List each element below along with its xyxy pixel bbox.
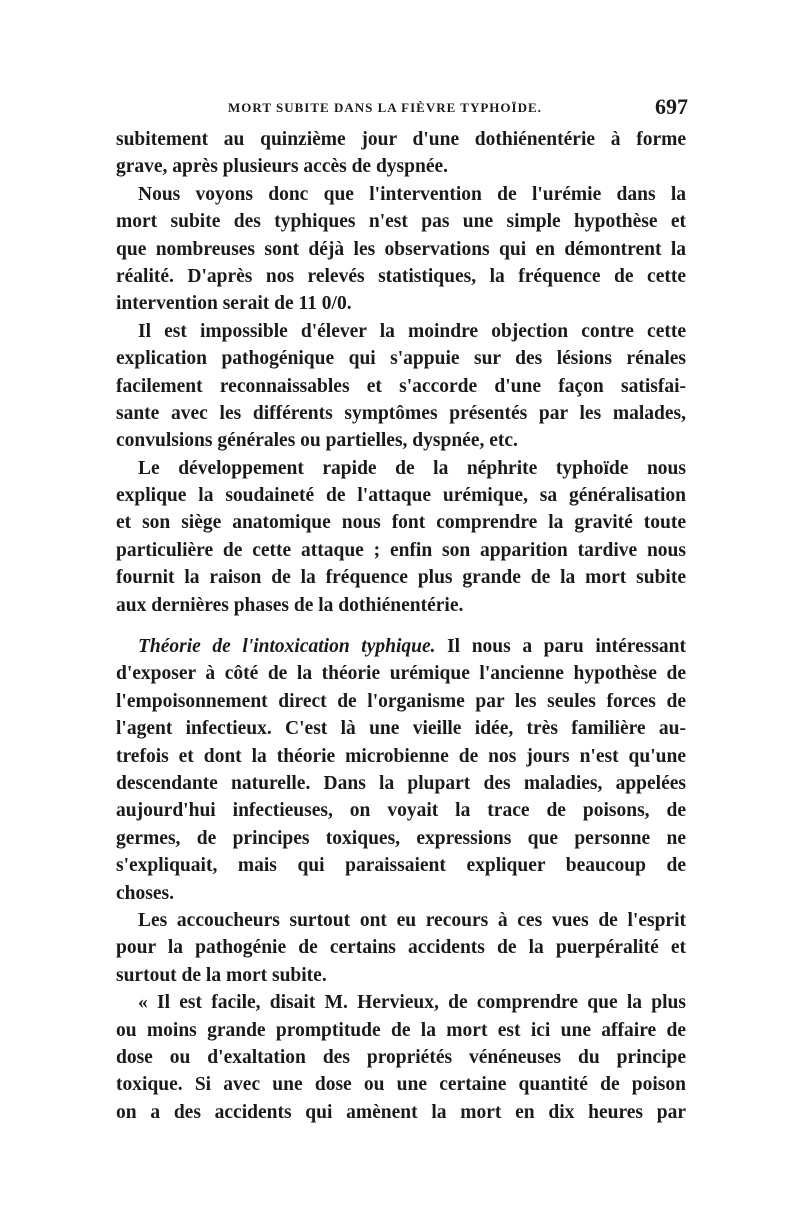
text-line: germes, de principes toxiques, expressions que personne ne <box>116 827 686 849</box>
text-line: d'exposer à côté de la théorie urémique l'ancienne hypothèse de <box>116 663 686 685</box>
paragraph <box>116 318 686 455</box>
page-number: 697 <box>655 94 688 119</box>
text-line: Les accoucheurs surtout ont eu recours à ces vues de l'esprit <box>138 909 686 931</box>
text-line: dose ou d'exaltation des propriétés vénéneuses du principe <box>116 1046 686 1068</box>
text-line: « Il est facile, disait M. Hervieux, de comprendre que la plus <box>138 992 686 1014</box>
text-line: explique la soudaineté de l'attaque urémique, sa généralisation <box>116 485 686 507</box>
text-line: mort subite des typhiques n'est pas une simple hypothèse et <box>116 211 686 233</box>
text-line: aujourd'hui infectieuses, on voyait la trace de poisons, de <box>116 800 686 822</box>
text-line: que nombreuses sont déjà les observations qui en démontrent la <box>116 238 686 260</box>
text-line: facilement reconnaissables et s'accorde d'une façon satisfai- <box>116 375 686 397</box>
text-line: ou moins grande promptitude de la mort est ici une affaire de <box>116 1019 686 1041</box>
text-line: Le développement rapide de la néphrite typhoïde nous <box>138 457 686 479</box>
text-line: et son siège anatomique nous font comprendre la gravité toute <box>116 512 686 534</box>
text-line: pour la pathogénie de certains accidents de la puerpéralité et <box>116 937 686 959</box>
text-line: descendante naturelle. Dans la plupart des maladies, appelées <box>116 772 686 794</box>
paragraph <box>116 989 686 1126</box>
text-fragment: Il nous a paru intéressant <box>435 636 686 658</box>
text-line: trefois et dont la théorie microbienne de nos jours n'est qu'une <box>116 745 686 767</box>
text-line: explication pathogénique qui s'appuie sur des lésions rénales <box>116 348 686 370</box>
text-line: grave, après plusieurs accès de dyspnée. <box>116 156 449 178</box>
text-line: l'agent infectieux. C'est là une vieille idée, très familière au- <box>116 718 686 740</box>
text-line: sante avec les différents symptômes présentés par les malades, <box>116 402 686 424</box>
text-line: intervention serait de 11 0/0. <box>116 293 352 315</box>
text-line: choses. <box>116 882 174 904</box>
text-line: convulsions générales ou partielles, dyspnée, etc. <box>116 430 518 452</box>
text-line: surtout de la mort subite. <box>116 964 327 986</box>
text-line: Nous voyons donc que l'intervention de l'urémie dans la <box>138 183 686 205</box>
text-line <box>116 633 686 660</box>
section-gap <box>116 619 686 633</box>
text-line: aux dernières phases de la dothiénentérie. <box>116 594 464 616</box>
paragraph <box>116 126 686 181</box>
text-line: particulière de cette attaque ; enfin son apparition tardive nous <box>116 539 686 561</box>
paragraph <box>116 181 686 318</box>
text-line: réalité. D'après nos relevés statistiques, la fréquence de cette <box>116 265 686 287</box>
text-line: l'empoisonnement direct de l'organisme par les seules forces de <box>116 690 686 712</box>
running-head <box>116 92 686 122</box>
text-line: toxique. Si avec une dose ou une certaine quantité de poison <box>116 1074 686 1096</box>
text-line: subitement au quinzième jour d'une dothiénentérie à forme <box>116 129 686 150</box>
text-line: s'expliquait, mais qui paraissaient expliquer beaucoup de <box>116 855 686 877</box>
paragraph <box>116 455 686 619</box>
paragraph <box>116 633 686 907</box>
text-line: Il est impossible d'élever la moindre objection contre cette <box>138 320 686 342</box>
section-heading: Théorie de l'intoxication typhique. <box>138 636 436 658</box>
paragraph <box>116 907 686 989</box>
text-line: fournit la raison de la fréquence plus grande de la mort subite <box>116 567 686 589</box>
book-page <box>116 92 686 1126</box>
text-line: on a des accidents qui amènent la mort en dix heures par <box>116 1101 686 1123</box>
running-title: MORT SUBITE DANS LA FIÈVRE TYPHOÏDE. <box>228 100 542 115</box>
